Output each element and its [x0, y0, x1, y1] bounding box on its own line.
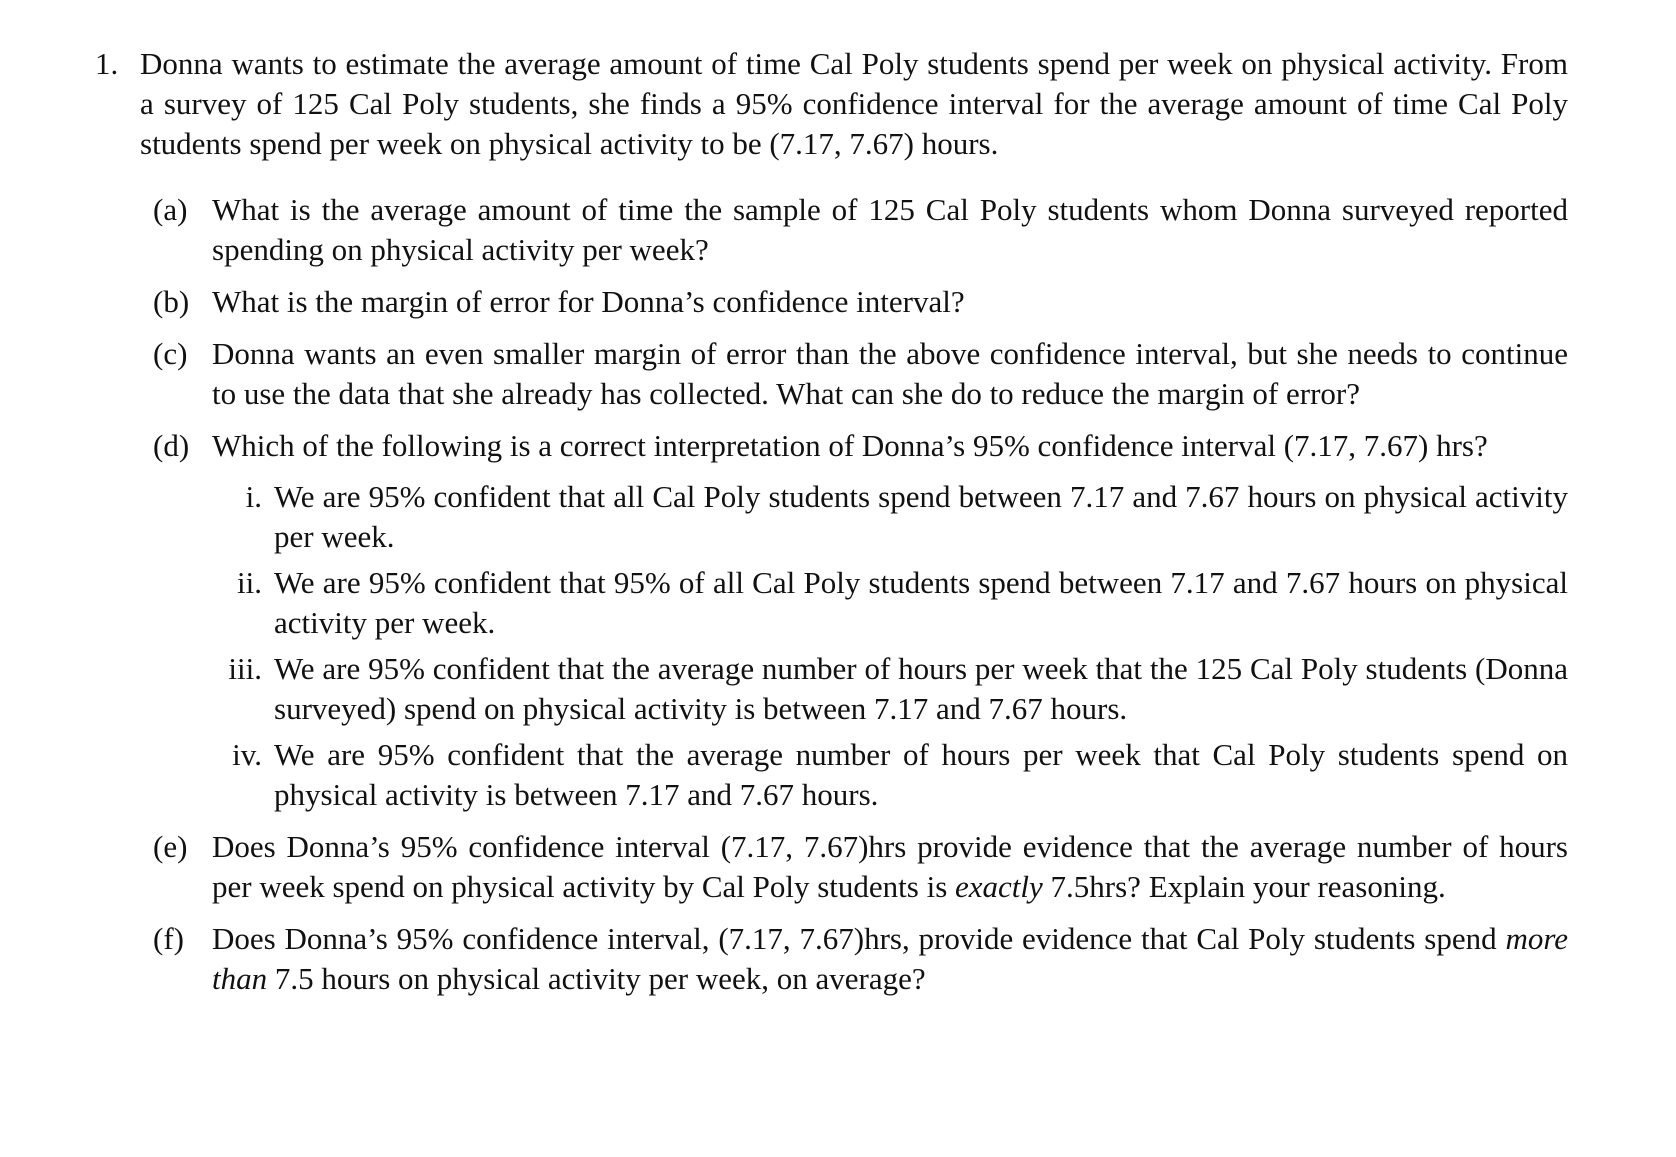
option-text: We are 95% confident that all Cal Poly students spend between 7.17 and 7.67 hours on physical activity per week. — [274, 479, 1568, 554]
option-iv — [212, 735, 1568, 815]
option-label: iii. — [228, 651, 262, 686]
part-text: What is the average amount of time the sample of 125 Cal Poly students whom Donna surveyed reported spending on physical activity per week? — [212, 192, 1568, 267]
part-text-after: 7.5 hours on physical activity per week, on average? — [267, 961, 926, 996]
option-iii — [212, 649, 1568, 729]
option-label: i. — [245, 479, 262, 514]
part-text: Donna wants an even smaller margin of error than the above confidence interval, but she needs to continue to use the data that she already has collected. What can she do to reduce the margin of error? — [212, 336, 1568, 411]
part-label: (d) — [153, 428, 190, 463]
option-text: We are 95% confident that 95% of all Cal Poly students spend between 7.17 and 7.67 hours on physical activity per week. — [274, 565, 1568, 640]
part-label: (b) — [153, 284, 190, 319]
option-i — [212, 477, 1568, 557]
part-b — [140, 282, 1568, 322]
part-label: (c) — [153, 336, 188, 371]
part-text-before: Does Donna’s 95% confidence interval, (7.17, 7.67)hrs, provide evidence that Cal Poly students spend — [212, 921, 1506, 956]
option-label: ii. — [237, 565, 262, 600]
part-text-before: Does Donna’s 95% confidence interval (7.17, 7.67)hrs provide evidence that the average number of hours per week spend on physical activity by Cal Poly students is — [212, 829, 1568, 904]
part-text: What is the margin of error for Donna’s confidence interval? — [212, 284, 965, 319]
problem-1 — [95, 44, 1568, 1011]
part-d — [140, 426, 1568, 466]
option-ii — [212, 563, 1568, 643]
part-label: (e) — [153, 829, 188, 864]
part-text: Which of the following is a correct interpretation of Donna’s 95% confidence interval (7.17, 7.67) hrs? — [212, 428, 1488, 463]
part-label: (a) — [153, 192, 188, 227]
option-text: We are 95% confident that the average number of hours per week that Cal Poly students spend on physical activity is between 7.17 and 7.67 hours. — [274, 737, 1568, 812]
option-label: iv. — [232, 737, 262, 772]
emphasis-text: exactly — [955, 869, 1043, 904]
answer-options — [212, 477, 1568, 815]
part-text-after: 7.5hrs? Explain your reasoning. — [1042, 869, 1446, 904]
emphasis-text: more than — [212, 921, 1568, 996]
part-a — [140, 190, 1568, 270]
problem-statement: Donna wants to estimate the average amount of time Cal Poly students spend per week on physical activity. From a survey of 125 Cal Poly students, she finds a 95% confidence interval for the average amount of time Cal Poly students spend per week on physical activity to be (7.17, 7.67) hours. — [140, 46, 1568, 161]
part-c — [140, 334, 1568, 414]
part-e — [140, 827, 1568, 907]
part-f — [140, 919, 1568, 999]
problem-number: 1. — [95, 46, 119, 81]
part-label: (f) — [153, 921, 184, 956]
question-parts — [140, 190, 1568, 999]
option-text: We are 95% confident that the average number of hours per week that the 125 Cal Poly students (Donna surveyed) spend on physical activity is between 7.17 and 7.67 hours. — [274, 651, 1568, 726]
